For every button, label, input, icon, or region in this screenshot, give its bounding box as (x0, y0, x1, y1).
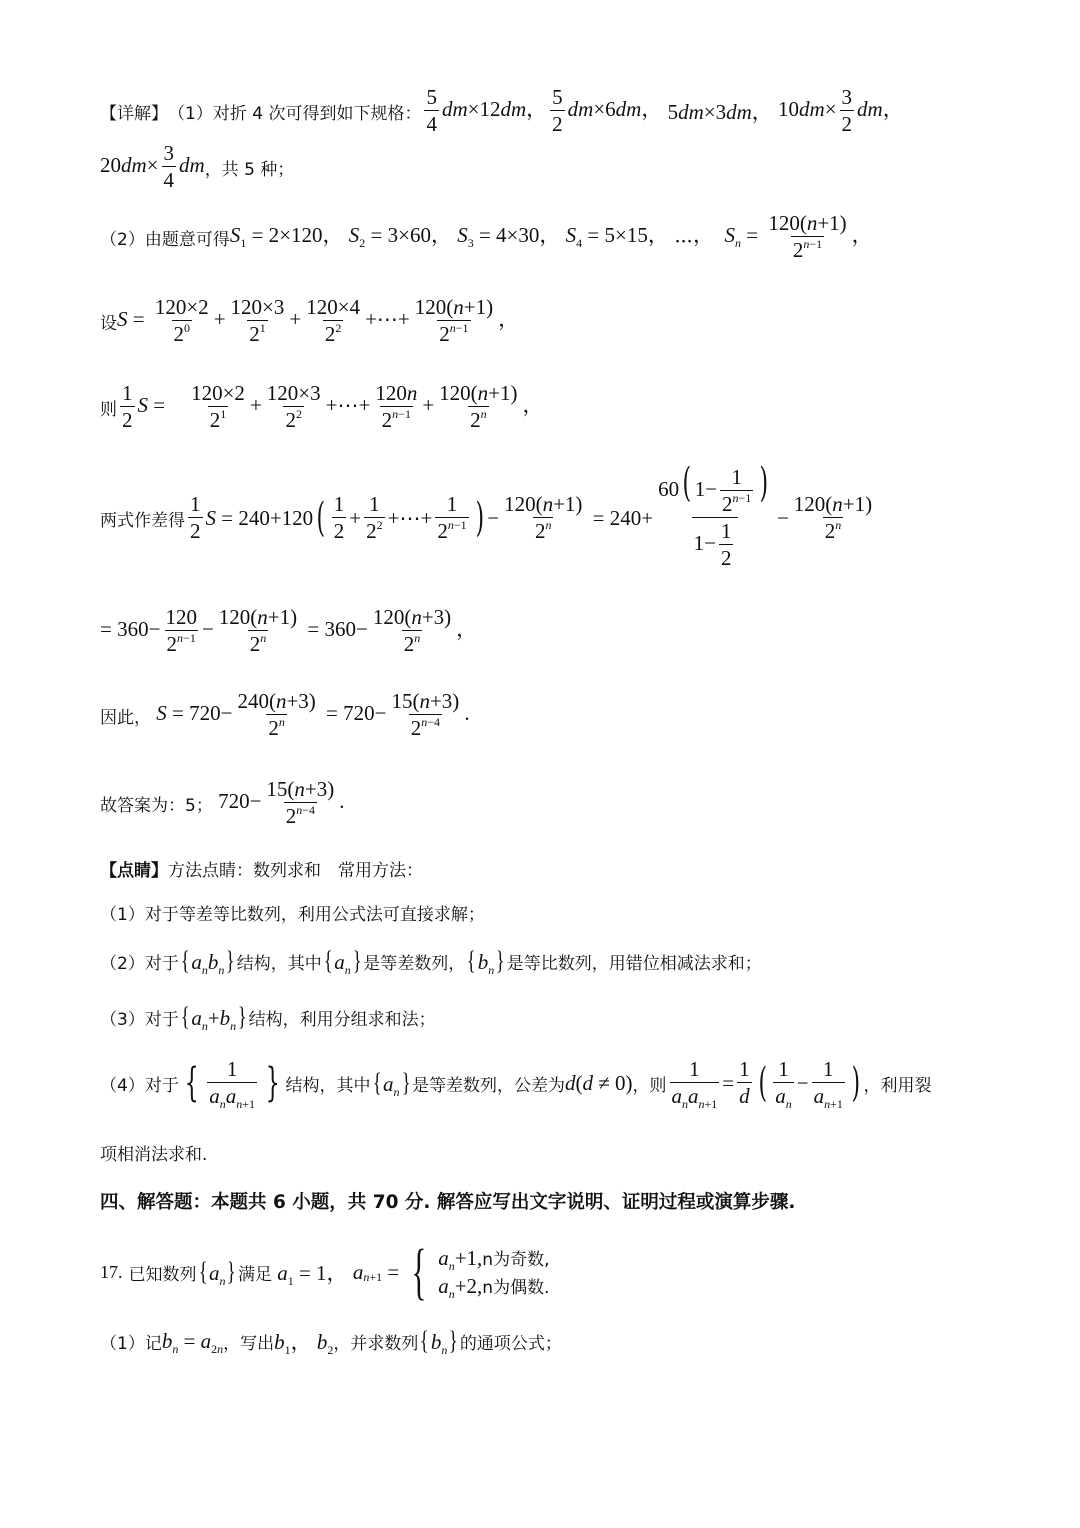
formula-b1-b2: $b_1$， $b_2$ (274, 1330, 334, 1357)
note-title-line (100, 856, 423, 881)
therefore-label: 因此， (100, 707, 151, 728)
case-odd: $a_n+1,n$为奇数, (438, 1246, 550, 1273)
note-item4-a: （4）对于 (100, 1075, 179, 1096)
set-anbn: $\{a_nb_n\}$ (180, 946, 235, 977)
problem17-sub1-c: ，并求数列 (333, 1333, 419, 1354)
case-even: $a_n+2,n$为偶数. (438, 1274, 550, 1302)
diff-label: 两式作差得 (100, 510, 185, 531)
part1-total: ，共 5 种； (204, 159, 295, 180)
formula-recurrence: a n+1 = { $a_n+1,n$为奇数, $a_n+2,n$为偶数. (352, 1237, 550, 1306)
set-an: $\{a_n\}$ (323, 946, 362, 977)
spec-1: $\frac{5}{4}$ dm×12dm， (426, 85, 548, 137)
problem17-sub1-d: 的通项公式； (459, 1333, 562, 1354)
problem17-text-b: 满足 (237, 1264, 272, 1285)
note-item3-a: （3）对于 (100, 1009, 179, 1030)
then-label: 则 (100, 399, 117, 420)
problem17-text-a: 已知数列 (128, 1264, 197, 1285)
note-item2-b: 结构，其中 (236, 953, 322, 974)
formula-s-sum: S = $\frac{120\times 2}{2^0}$ + $\frac{120\times 3}{2^1}$ + $\frac{120\times 4}{2^2}$ +⋯+ $\frac{120(n+1)}{2^{n-1}}$ ， (117, 295, 520, 347)
formula-difference: 1 2 S = 240+120 ( 1 2 + 1 $2^2$ +⋯+ 1 $2^{n-1}$ ) − 120(n+1) 2$^n$ = 240+ 60( 1− $\frac{1}{2^{n-1}}$ ) 1− $\frac{1}{2}$ − 120(n+1) 2$^n$ (190, 459, 873, 571)
formula-bn: $b_n = a_{2n}$ (161, 1328, 224, 1356)
solution-set-s (100, 296, 519, 346)
case-odd-text: n为奇数, (482, 1250, 550, 1270)
case-even-text: n为偶数. (482, 1278, 550, 1299)
note-item2-d: 是等比数列，用错位相减法求和； (506, 953, 762, 974)
formula-half-s: $\frac{1}{2}$ S = $\frac{120\times 2}{2^1}$ + $\frac{120\times 3}{2^2}$ +⋯+ $\frac{120n}{2^{n-1}}$ + $\frac{120(n+1)}{2^n}$ ， (122, 381, 544, 433)
note-item-1 (100, 900, 485, 925)
note-item-2 (100, 946, 762, 976)
note-label: 【点睛】 (100, 861, 168, 881)
solution-part2-sn (100, 212, 873, 262)
spec-3: 5dm×3dm， (662, 100, 773, 125)
detail-label: 【详解】 (100, 103, 168, 124)
note-item-4 (100, 1057, 932, 1112)
section-heading-text: 四、解答题：本题共 6 小题，共 70 分. 解答应写出文字说明、证明过程或演算步骤. (100, 1192, 796, 1213)
set-reciprocal-product: { 1 $a_na_{n+1}$ } (184, 1057, 280, 1112)
solution-half-s (100, 382, 544, 432)
problem17-sub1-a: （1）记 (100, 1333, 162, 1354)
spec-2: $\frac{5}{2}$ dm×6dm， (552, 85, 663, 137)
note-item-4-cont (100, 1140, 207, 1165)
note-item1-text: （1）对于等差等比数列，利用公式法可直接求解； (100, 905, 485, 925)
solution-answer (100, 778, 345, 828)
set-bn-2: $\{b_n\}$ (420, 1326, 459, 1357)
note-title: 方法点睛：数列求和 常用方法： (168, 861, 423, 881)
note-item-3 (100, 1002, 436, 1032)
part2-intro: （2）由题意可得 (100, 229, 230, 250)
formula-answer: 720− $\frac{15(n+3)}{2^{n-4}}$ . (212, 777, 345, 829)
spec-5: 20dm× $\frac{3}{4}$ dm (100, 141, 205, 193)
formula-simplify: = 360− $\frac{120}{2^{n-1}}$ − $\frac{120(n+1)}{2^n}$ = 360− $\frac{120(n+3)}{2^n}$ ， (100, 605, 478, 657)
note-item4-c: 是等差数列，公差为 (411, 1075, 565, 1096)
note-item2-c: 是等差数列， (363, 953, 466, 974)
formula-d: d(d ≠ 0) (564, 1070, 633, 1095)
section-heading (100, 1188, 795, 1214)
answer-label: 故答案为：5； (100, 795, 213, 816)
note-item2-a: （2）对于 (100, 953, 179, 974)
problem-17 (100, 1237, 550, 1306)
note-item4-e: ，利用裂 (863, 1075, 932, 1096)
set-an-plus-bn: $\{a_n+b_n\}$ (180, 1002, 247, 1033)
formula-a1: $a_1 = 1$， (277, 1261, 353, 1289)
set-an-2: $\{a_n\}$ (372, 1068, 411, 1100)
note-item4-f: 项相消法求和. (100, 1145, 208, 1165)
formula-s-values: $S_1 = 2\times 120$， $S_2 = 3\times 60$， $S_3 = 4\times 30$， $S_4 = 5\times 15$， ⋯， $S_n$ = $\frac{120(n+1)}{2^{n-1}}$ ， (229, 211, 873, 263)
formula-split: 1 $a_na_{n+1}$ = 1 d ( 1 $a_n$ − 1 $a_{n+1}$ ) (671, 1057, 860, 1112)
note-item4-d: ，则 (632, 1075, 667, 1096)
problem17-sub1-b: ，写出 (223, 1333, 275, 1354)
set-bn: $\{b_n\}$ (467, 946, 505, 977)
problem-17-part1 (100, 1326, 562, 1356)
solution-part1-line2 (100, 142, 294, 192)
note-item3-b: 结构，利用分组求和法； (248, 1009, 436, 1030)
note-item4-b: 结构，其中 (285, 1075, 371, 1096)
solution-therefore (100, 690, 470, 740)
problem-number: 17. (100, 1261, 123, 1282)
formula-result: S = 720− $\frac{240(n+3)}{2^n}$ = 720− $\frac{15(n+3)}{2^{n-4}}$ . (156, 689, 470, 741)
set-an-3: $\{a_n\}$ (198, 1257, 237, 1289)
solution-simplify (100, 606, 477, 656)
solution-part1-line1 (100, 86, 904, 136)
set-label: 设 (100, 313, 117, 334)
spec-4: 10dm× $\frac{3}{2}$ dm， (772, 85, 904, 137)
part1-intro: （1）对折 4 次可得到如下规格： (168, 103, 422, 124)
solution-difference (100, 459, 877, 571)
